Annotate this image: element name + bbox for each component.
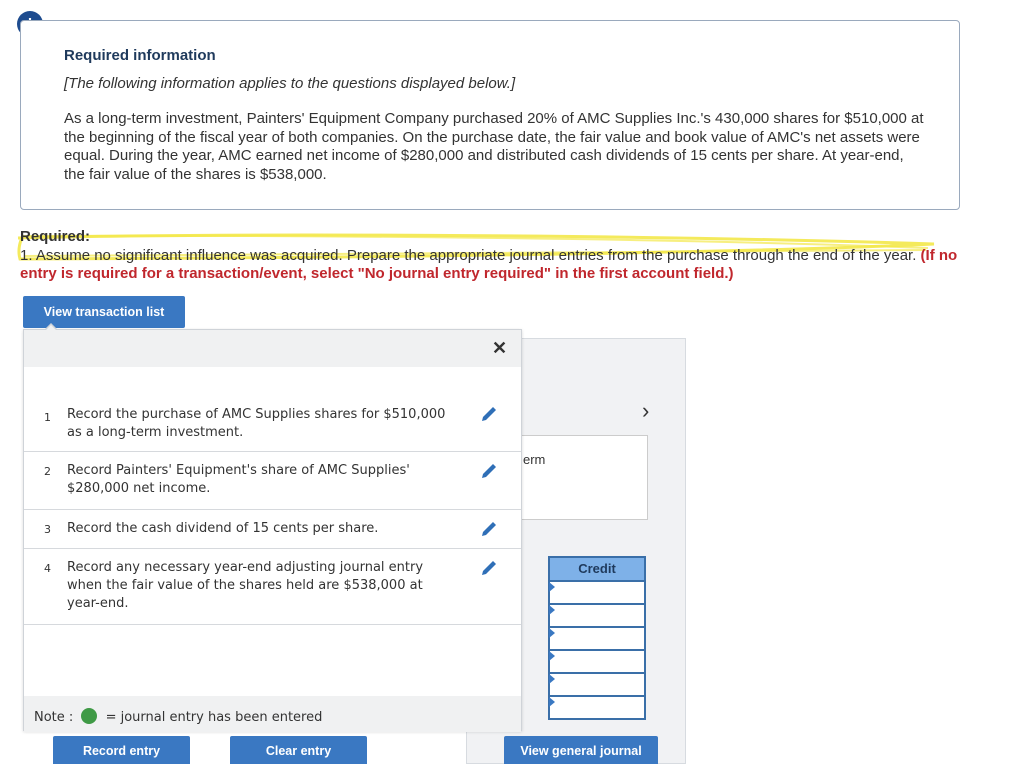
credit-input[interactable] xyxy=(548,651,646,674)
entered-status-dot-icon xyxy=(81,708,97,724)
clear-entry-button[interactable]: Clear entry xyxy=(230,736,367,764)
required-label: Required: xyxy=(20,228,91,245)
credit-input[interactable] xyxy=(548,605,646,628)
required-instruction: (If no entry is required for a transaction/event, select "No journal entry required" in the first account field.) xyxy=(20,247,958,282)
credit-input[interactable] xyxy=(548,582,646,605)
info-note: [The following information applies to the questions displayed below.] xyxy=(64,75,516,92)
transaction-description: Record any necessary year-end adjusting journal entry when the fair value of the shares held are $538,000 at year-end. xyxy=(67,560,424,611)
info-text: As a long-term investment, Painters' Equipment Company purchased 20% of AMC Supplies Inc.'s 430,000 shares for $510,000 at the beginning of the fiscal year of both companies. On the purchase date, the fair value and book value of AMC's net assets were equal. During the year, AMC earned net income of $280,000 and distributed cash dividends of 15 cents per share. At year-end, the fair value of the shares is $538,000. xyxy=(64,110,924,183)
chevron-right-icon[interactable]: › xyxy=(642,398,650,423)
popup-header xyxy=(24,330,521,367)
transaction-row[interactable] xyxy=(24,510,521,549)
transaction-description: Record the purchase of AMC Supplies shares for $510,000 as a long-term investment. xyxy=(67,407,446,440)
view-transaction-list-button[interactable]: View transaction list xyxy=(23,296,185,328)
transaction-description: Record Painters' Equipment's share of AMC Supplies' $280,000 net income. xyxy=(67,463,410,496)
credit-input[interactable] xyxy=(548,697,646,720)
credit-input[interactable] xyxy=(548,628,646,651)
transaction-row[interactable] xyxy=(24,367,521,452)
edit-pencil-icon[interactable] xyxy=(480,559,498,577)
transaction-number: 3 xyxy=(44,523,51,536)
credit-header: Credit xyxy=(548,556,646,582)
transaction-row[interactable] xyxy=(24,549,521,625)
required-information-box xyxy=(20,20,960,210)
transaction-number: 1 xyxy=(44,411,51,424)
note-prefix: Note : xyxy=(34,710,74,725)
transaction-number: 2 xyxy=(44,465,51,478)
required-text xyxy=(20,247,970,283)
transaction-list-popup xyxy=(23,329,522,731)
view-general-journal-button[interactable]: View general journal xyxy=(504,736,658,764)
transaction-description: Record the cash dividend of 15 cents per share. xyxy=(67,521,379,536)
note-suffix: = journal entry has been entered xyxy=(105,710,323,725)
edit-pencil-icon[interactable] xyxy=(480,520,498,538)
info-title: Required information xyxy=(64,47,216,64)
transaction-row[interactable] xyxy=(24,452,521,510)
partial-text: erm xyxy=(523,452,546,467)
edit-pencil-icon[interactable] xyxy=(480,462,498,480)
edit-pencil-icon[interactable] xyxy=(480,405,498,423)
legend-note xyxy=(34,708,322,725)
credit-input[interactable] xyxy=(548,674,646,697)
credit-column xyxy=(548,556,646,720)
transaction-number: 4 xyxy=(44,562,51,575)
transaction-description-card xyxy=(520,435,648,520)
close-icon[interactable]: ✕ xyxy=(492,338,508,358)
required-section xyxy=(20,228,970,283)
record-entry-button[interactable]: Record entry xyxy=(53,736,190,764)
required-question: 1. Assume no significant influence was acquired. Prepare the appropriate journal entries from the purchase through the end of the year. xyxy=(20,247,917,264)
